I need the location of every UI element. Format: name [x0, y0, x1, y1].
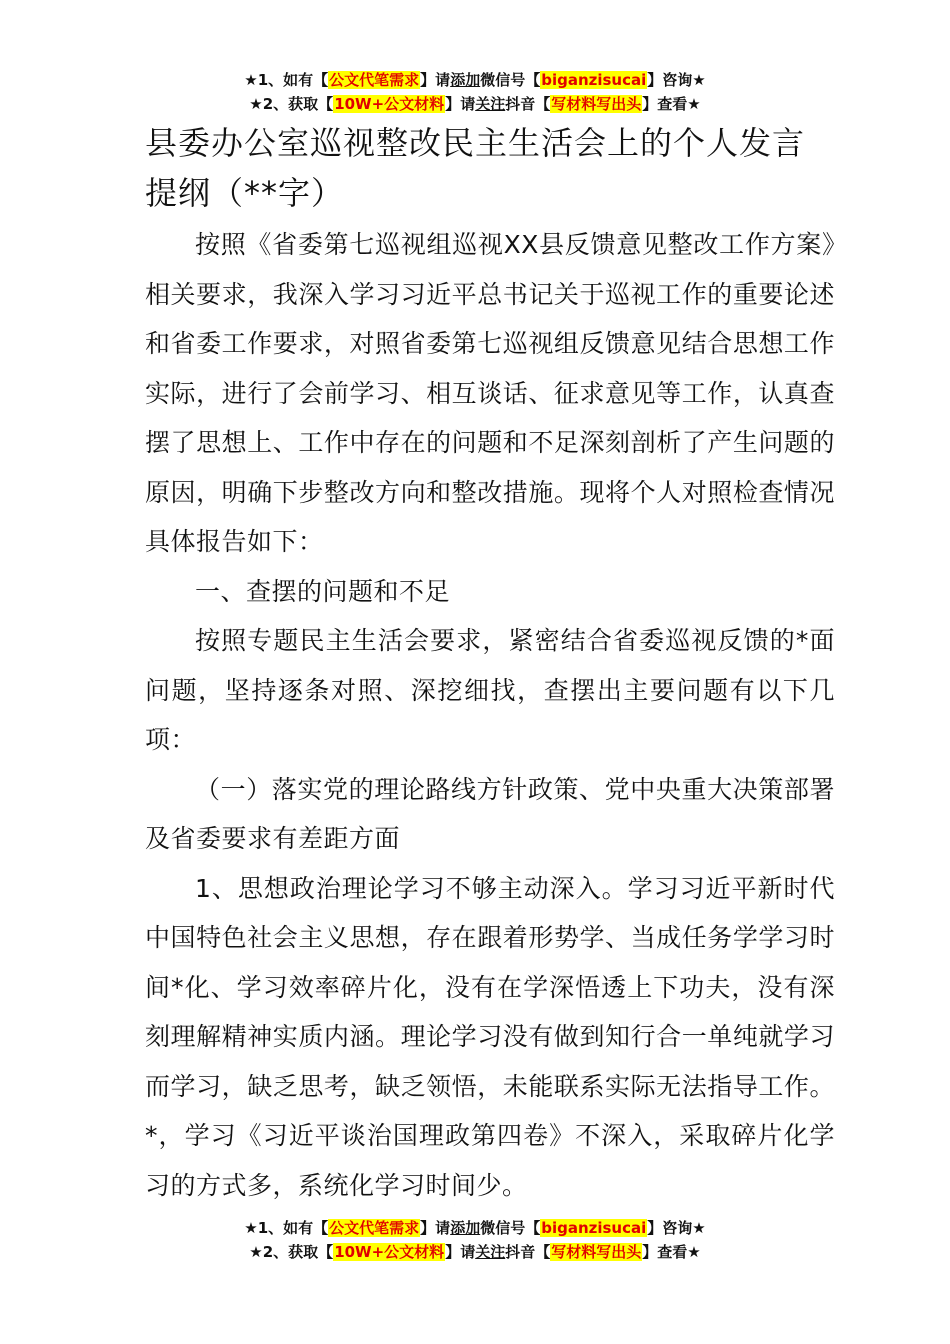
promo-underlined: 关注	[475, 1243, 506, 1261]
promo-text: 】请	[445, 1243, 476, 1261]
promo-line-1	[0, 1216, 950, 1240]
promo-text: 微信号【	[480, 71, 541, 89]
promo-line-2	[0, 1240, 950, 1264]
promo-text: ★1、如有【	[244, 1219, 329, 1237]
document-title: 县委办公室巡视整改民主生活会上的个人发言提纲（**字）	[145, 124, 806, 212]
promo-line-2	[0, 92, 950, 116]
section-heading: 一、查摆的问题和不足	[195, 576, 451, 606]
promo-text: 微信号【	[480, 1219, 541, 1237]
promo-text: 抖音【	[505, 1243, 551, 1261]
promo-highlight: 公文代笔需求	[329, 71, 420, 89]
promo-highlight: biganzisucai	[541, 71, 647, 89]
paragraph: 1、思想政治理论学习不够主动深入。学习习近平新时代中国特色社会主义思想，存在跟着形势学、当成任务学学习时间*化、学习效率碎片化，没有在学深悟透上下功夫，没有深刻理解精神实质内涵。理论学习没有做到知行合一单纯就学习而学习，缺乏思考，缺乏领悟，未能联系实际无法指导工作。*，学习《习近平谈治国理政第四卷》不深入，采取碎片化学习的方式多，系统化学习时间少。	[145, 873, 835, 1200]
promo-text: 】请	[445, 95, 476, 113]
promo-text: 】咨询★	[647, 71, 706, 89]
subsection-heading: （一）落实党的理论路线方针政策、党中央重大决策部署及省委要求有差距方面	[145, 774, 835, 853]
promo-highlight: 写材料写出头	[551, 95, 642, 113]
promo-highlight: 10W+公文材料	[334, 95, 445, 113]
promo-highlight: 公文代笔需求	[329, 1219, 420, 1237]
promo-underlined: 添加	[450, 71, 481, 89]
promo-text: 抖音【	[505, 95, 551, 113]
promo-highlight: 10W+公文材料	[334, 1243, 445, 1261]
promo-underlined: 添加	[450, 1219, 481, 1237]
paragraph-intro: 按照《省委第七巡视组巡视XX县反馈意见整改工作方案》相关要求，我深入学习习近平总书记关于巡视工作的重要论述和省委工作要求，对照省委第七巡视组反馈意见结合思想工作实际，进行了会前学习、相互谈话、征求意见等工作，认真查摆了思想上、工作中存在的问题和不足深刻剖析了产生问题的原因，明确下步整改方向和整改措施。现将个人对照检查情况具体报告如下：	[145, 230, 835, 556]
promo-text: 】咨询★	[647, 1219, 706, 1237]
promo-text: 】查看★	[642, 95, 701, 113]
promo-text: 】请	[420, 71, 451, 89]
promo-highlight: biganzisucai	[541, 1219, 647, 1237]
promo-text: ★1、如有【	[244, 71, 329, 89]
promo-line-1	[0, 68, 950, 92]
promo-underlined: 关注	[475, 95, 506, 113]
promo-footer	[0, 1216, 950, 1264]
promo-text: 】查看★	[642, 1243, 701, 1261]
promo-text: ★2、获取【	[249, 95, 334, 113]
paragraph: 按照专题民主生活会要求，紧密结合省委巡视反馈的*面问题，坚持逐条对照、深挖细找，查摆出主要问题有以下几项：	[145, 626, 835, 754]
promo-text: 】请	[420, 1219, 451, 1237]
promo-text: ★2、获取【	[249, 1243, 334, 1261]
document-body	[145, 118, 835, 1210]
promo-header	[0, 68, 950, 116]
promo-highlight: 写材料写出头	[551, 1243, 642, 1261]
